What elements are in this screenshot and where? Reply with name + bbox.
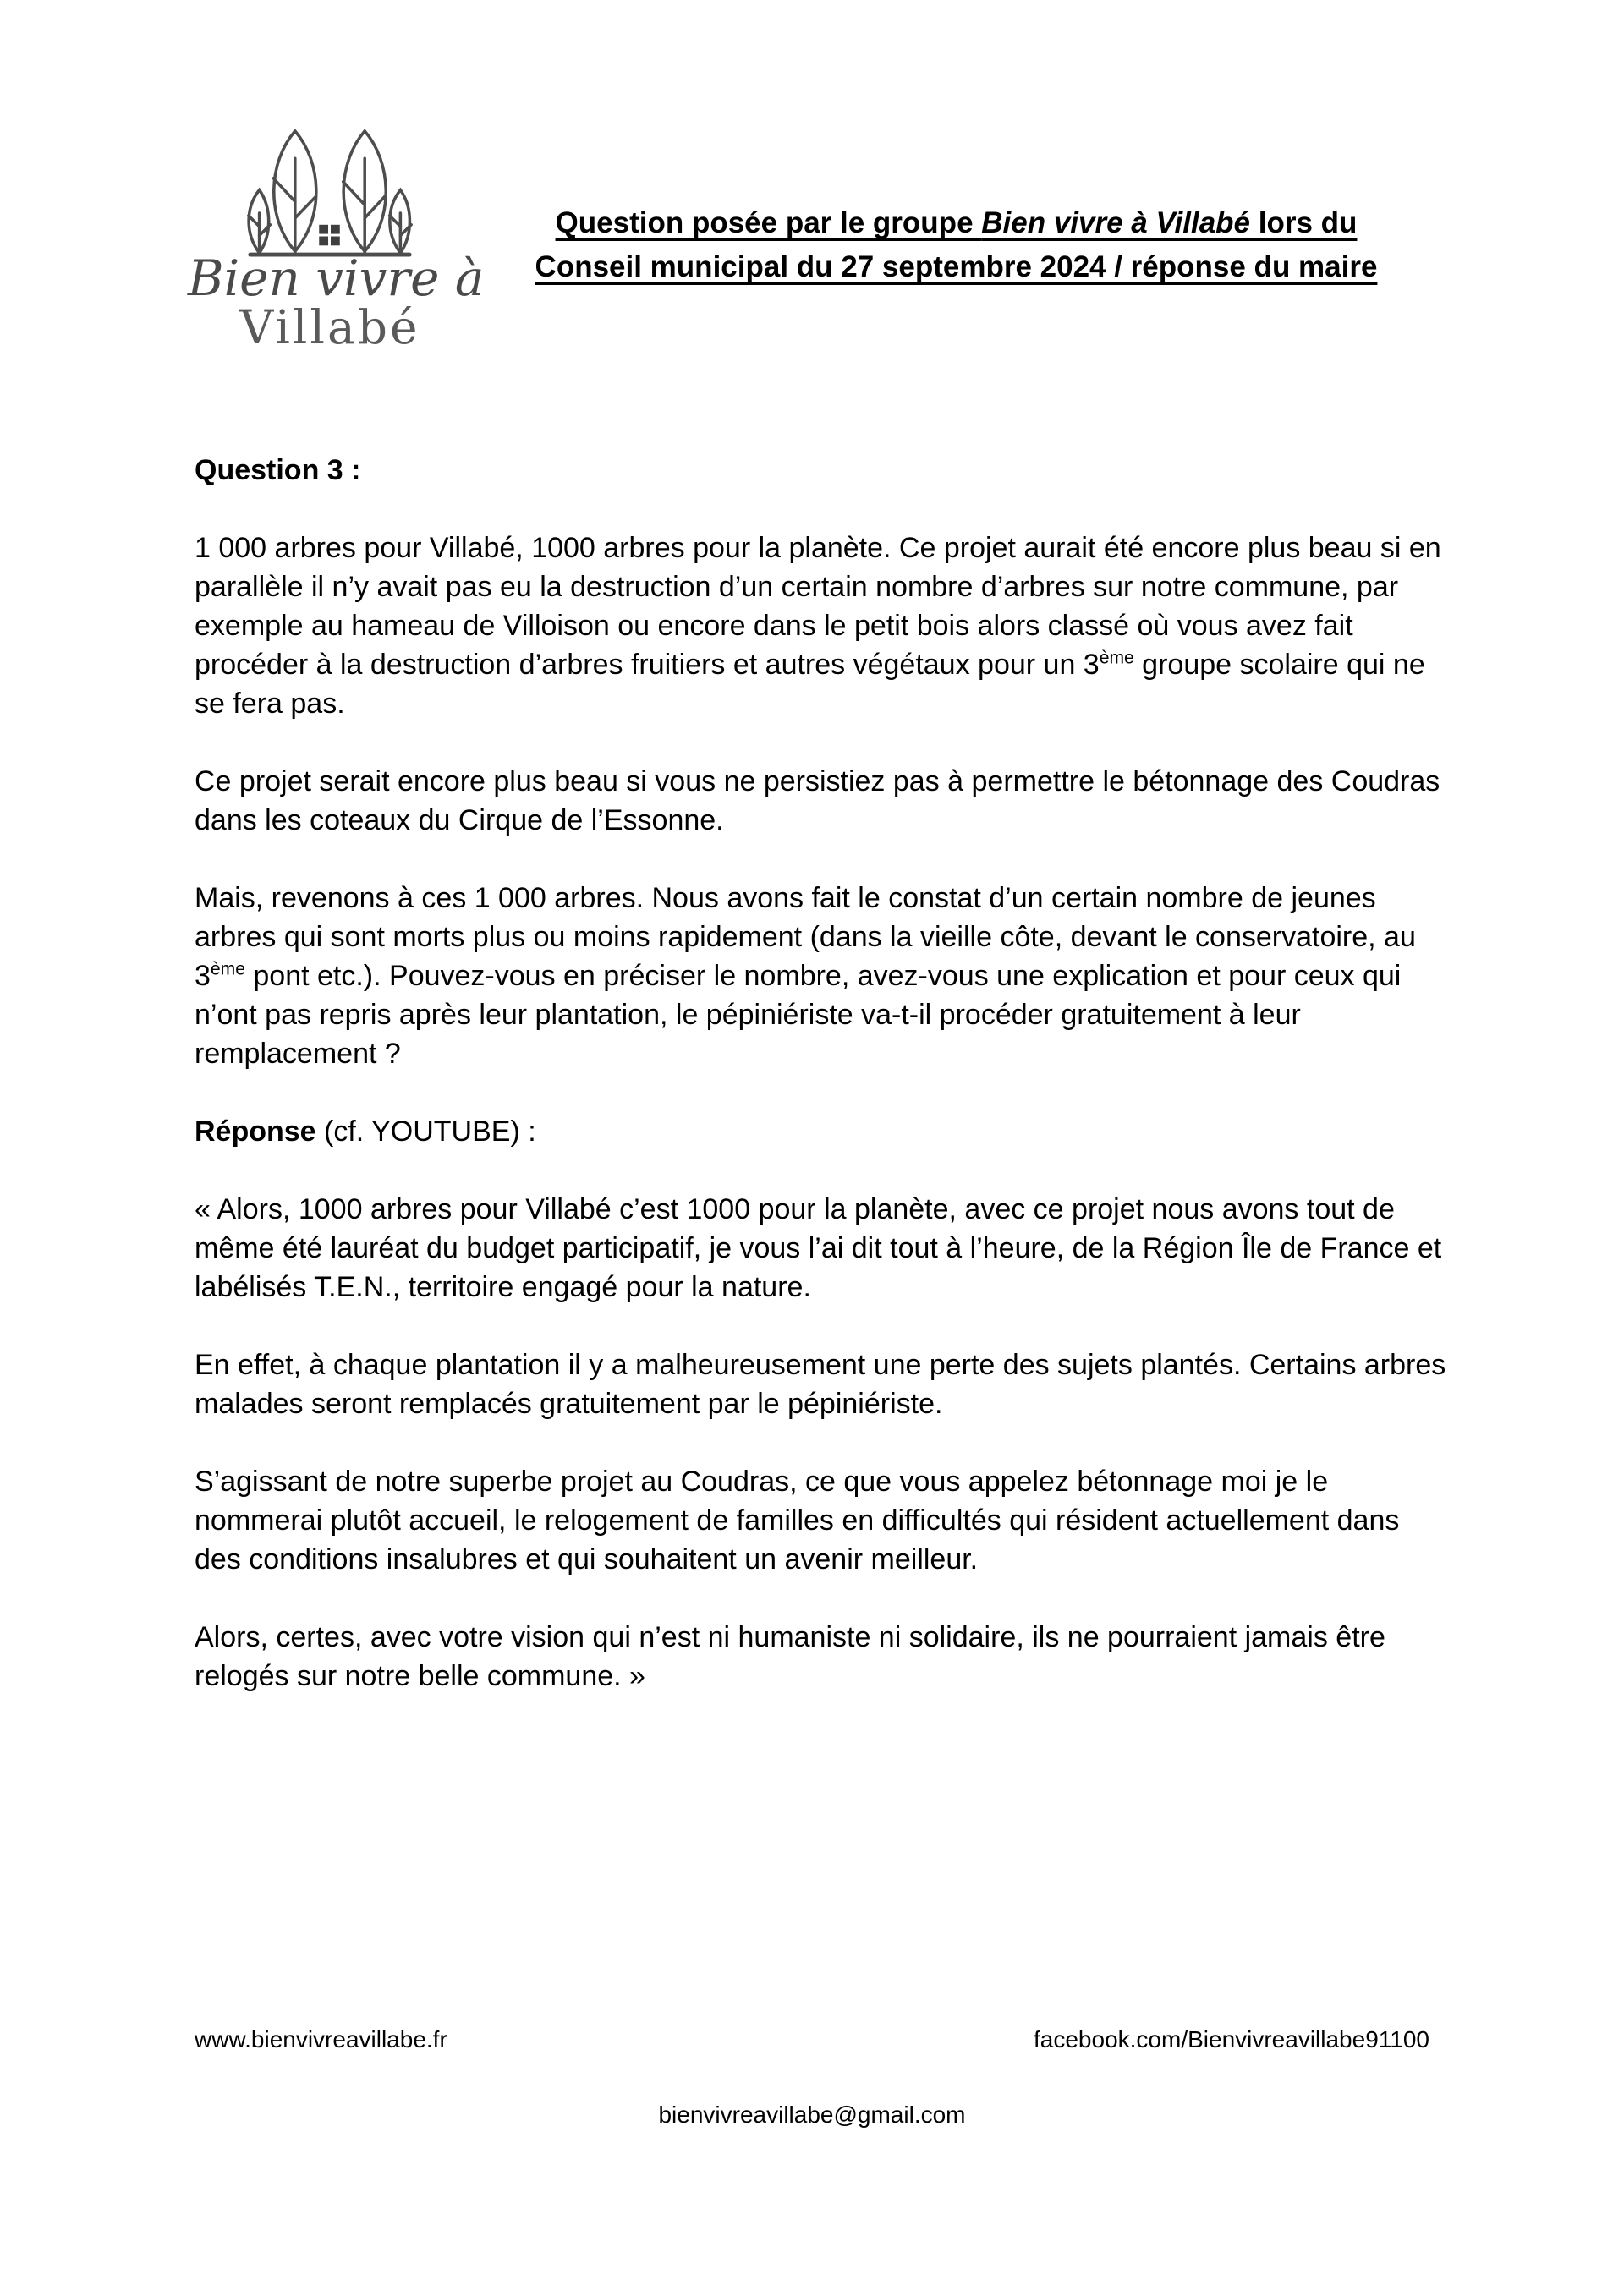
question-paragraph-2: Ce projet serait encore plus beau si vous ne persistiez pas à permettre le bétonnage des Coudras dans les coteaux du Cirque de l’Essonne. [195,765,1440,836]
logo-wordmark: Villabé [239,300,420,354]
house-window-icon [319,225,340,246]
title-line-1: Question posée par le groupe Bien vivre à Villabé lors du [555,206,1358,239]
response-heading: Réponse (cf. YOUTUBE) : [195,1115,536,1148]
document-body [195,451,1450,1734]
logo-script-text: Bien vivre à [188,249,485,307]
question-paragraph-3: Mais, revenons à ces 1 000 arbres. Nous avons fait le constat d’un certain nombre de jeunes arbres qui sont morts plus ou moins rapidement (dans la vieille côte, devant le conservatoire, au 3ème pont etc.). Pouvez-vous en préciser le nombre, avez-vous une explication et pour ceux qui n’ont pas repris après leur plantation, le pépiniériste va-t-il procéder gratuitement à leur remplacement ? [195,882,1416,1070]
footer [195,2025,1429,2054]
response-paragraph-1: « Alors, 1000 arbres pour Villabé c’est 1000 pour la planète, avec ce projet nous avons tout de même été lauréat du budget participatif, je vous l’ai dit tout à l’heure, de la Région Île de France et labélisés T.E.N., territoire engagé pour la nature. [195,1193,1442,1303]
response-paragraph-3: S’agissant de notre superbe projet au Coudras, ce que vous appelez bétonnage moi je le nommerai plutôt accueil, le relogement de familles en difficultés qui résident actuellement dans des conditions insalubres et qui souhaitent un avenir meilleur. [195,1466,1400,1575]
document-title [468,201,1445,289]
footer-email: bienvivreavillabe@gmail.com [658,2101,966,2128]
footer-facebook: facebook.com/Bienvivreavillabe91100 [1034,2026,1429,2052]
question-heading: Question 3 : [195,454,361,486]
question-paragraph-1: 1 000 arbres pour Villabé, 1000 arbres pour la planète. Ce projet aurait été encore plus beau si en parallèle il n’y avait pas eu la destruction d’un certain nombre d’arbres sur notre commune, par exemple au hameau de Villoison ou encore dans le petit bois alors classé où vous avez fait procéder à la destruction d’arbres fruitiers et autres végétaux pour un 3ème groupe scolaire qui ne se fera pas. [195,532,1441,720]
logo [188,125,485,354]
response-paragraph-4: Alors, certes, avec votre vision qui n’est ni humaniste ni solidaire, ils ne pourraient jamais être relogés sur notre belle commune. » [195,1621,1385,1692]
trees-and-house-icon [243,125,417,262]
footer-website: www.bienvivreavillabe.fr [195,2026,447,2052]
response-paragraph-2: En effet, à chaque plantation il y a malheureusement une perte des sujets plantés. Certains arbres malades seront remplacés gratuitement par le pépiniériste. [195,1349,1446,1420]
title-line-2: Conseil municipal du 27 septembre 2024 / réponse du maire [535,250,1378,283]
